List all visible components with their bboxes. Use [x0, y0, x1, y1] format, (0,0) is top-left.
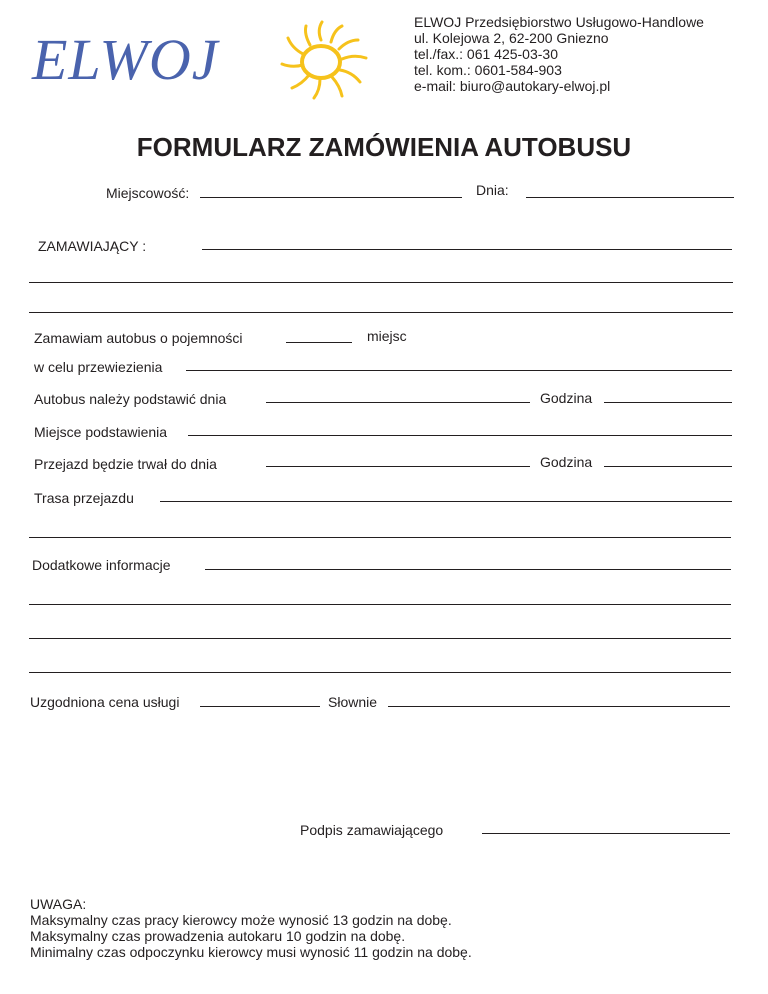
pickup-hour-field[interactable] [604, 402, 732, 403]
date-field[interactable] [526, 197, 734, 198]
pickup-place-label: Miejsce podstawienia [34, 424, 168, 440]
route-field-line-2[interactable] [29, 537, 731, 538]
pickup-date-field[interactable] [266, 402, 530, 403]
logo-wordmark: ELWOJ [32, 27, 219, 92]
orderer-field-line-3[interactable] [29, 312, 733, 313]
orderer-field-line-2[interactable] [29, 282, 733, 283]
company-email: e-mail: biuro@autokary-elwoj.pl [414, 78, 611, 94]
orderer-label: ZAMAWIAJĄCY : [38, 238, 147, 254]
price-label: Uzgodniona cena usługi [30, 694, 180, 710]
additional-info-label: Dodatkowe informacje [32, 557, 171, 573]
notice-line: Minimalny czas odpoczynku kierowcy musi wynosić 11 godzin na dobę. [30, 944, 472, 960]
price-words-field[interactable] [388, 706, 730, 707]
capacity-label: Zamawiam autobus o pojemności [34, 330, 243, 346]
pickup-place-field[interactable] [188, 435, 732, 436]
route-label: Trasa przejazdu [34, 490, 134, 506]
return-hour-field[interactable] [604, 466, 732, 467]
sun-logo-icon [276, 18, 370, 100]
additional-info-line-2[interactable] [29, 604, 731, 605]
additional-info-line-3[interactable] [29, 638, 731, 639]
company-mobile: tel. kom.: 0601-584-903 [414, 62, 562, 78]
orderer-field[interactable] [202, 249, 732, 250]
seats-label: miejsc [367, 328, 407, 344]
trip-until-field[interactable] [266, 466, 530, 467]
company-address: ul. Kolejowa 2, 62-200 Gniezno [414, 30, 609, 46]
additional-info-line-4[interactable] [29, 672, 731, 673]
trip-until-label: Przejazd będzie trwał do dnia [34, 456, 217, 472]
additional-info-field[interactable] [205, 569, 731, 570]
pickup-hour-label: Godzina [540, 390, 593, 406]
company-name: ELWOJ Przedsiębiorstwo Usługowo-Handlowe [414, 14, 704, 30]
date-label: Dnia: [476, 182, 509, 198]
notice-title: UWAGA: [30, 896, 87, 912]
route-field[interactable] [160, 501, 732, 502]
signature-field[interactable] [482, 833, 730, 834]
place-label: Miejscowość: [106, 185, 190, 201]
company-phone: tel./fax.: 061 425-03-30 [414, 46, 558, 62]
words-label: Słownie [328, 694, 378, 710]
company-info [414, 14, 704, 94]
place-field[interactable] [200, 197, 462, 198]
purpose-label: w celu przewiezienia [34, 359, 163, 375]
signature-label: Podpis zamawiającego [300, 822, 444, 838]
return-hour-label: Godzina [540, 454, 593, 470]
notice-line: Maksymalny czas pracy kierowcy może wynosić 13 godzin na dobę. [30, 912, 452, 928]
price-field[interactable] [200, 706, 320, 707]
notice-block [30, 896, 472, 960]
capacity-field[interactable] [286, 342, 352, 343]
notice-line: Maksymalny czas prowadzenia autokaru 10 godzin na dobę. [30, 928, 406, 944]
form-title: FORMULARZ ZAMÓWIENIA AUTOBUSU [136, 132, 632, 162]
purpose-field[interactable] [186, 370, 732, 371]
pickup-date-label: Autobus należy podstawić dnia [34, 391, 227, 407]
